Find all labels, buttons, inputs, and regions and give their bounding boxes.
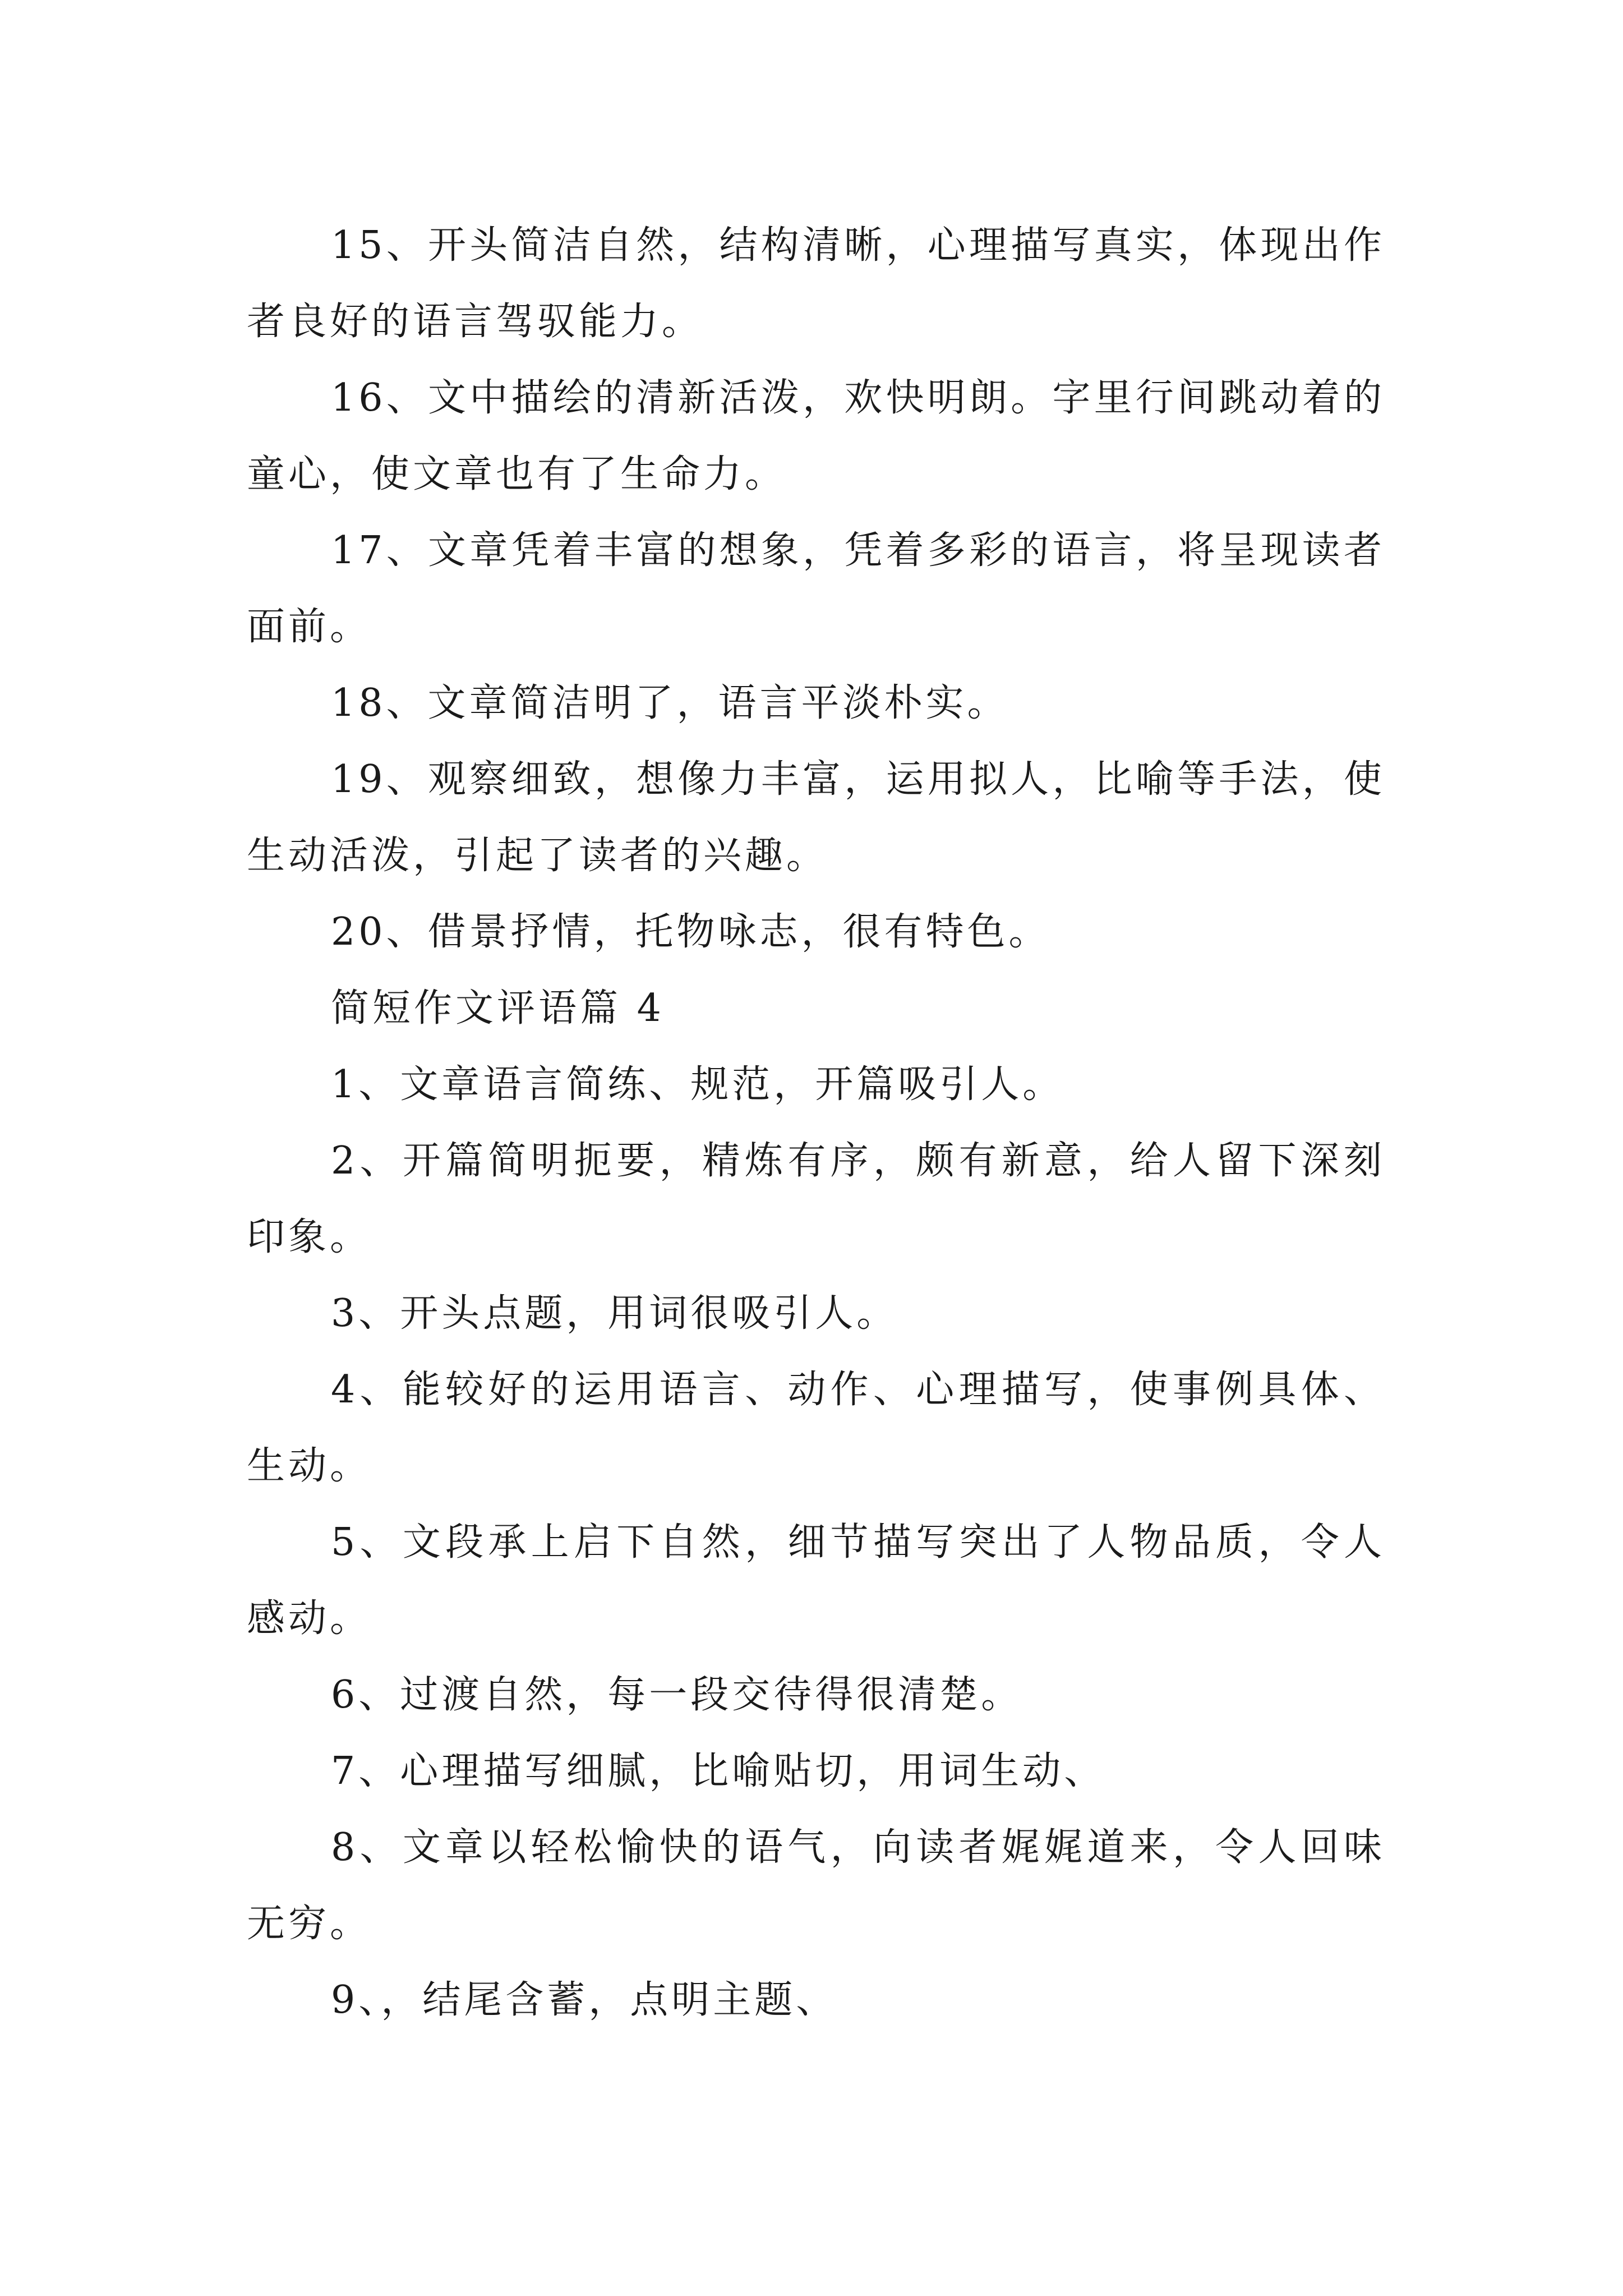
comment-4: 4、能较好的运用语言、动作、心理描写，使事例具体、生动。 <box>247 1368 1385 1488</box>
comment-8: 8、文章以轻松愉快的语气，向读者娓娓道来，令人回味无穷。 <box>247 1825 1385 1946</box>
section-heading: 简短作文评语篇 4 <box>331 986 665 1030</box>
comment-15: 15、开头简洁自然，结构清晰，心理描写真实，体现出作者良好的语言驾驭能力。 <box>247 223 1385 344</box>
comment-1: 1、文章语言简练、规范，开篇吸引人。 <box>331 1062 1064 1107</box>
comment-6: 6、过渡自然，每一段交待得很清楚。 <box>331 1673 1023 1717</box>
comment-19: 19、观察细致，想像力丰富，运用拟人，比喻等手法，使生动活泼，引起了读者的兴趣。 <box>247 757 1385 878</box>
comment-9: 9、，结尾含蓄，点明主题、 <box>331 1978 838 2022</box>
comment-5: 5、文段承上启下自然，细节描写突出了人物品质，令人感动。 <box>247 1520 1385 1641</box>
comment-17: 17、文章凭着丰富的想象，凭着多彩的语言，将呈现读者面前。 <box>247 528 1385 649</box>
comment-7: 7、心理描写细腻，比喻贴切，用词生动、 <box>331 1749 1106 1793</box>
comment-18: 18、文章简洁明了，语言平淡朴实。 <box>331 681 1009 725</box>
document-body <box>247 208 1385 2039</box>
comment-16: 16、文中描绘的清新活泼，欢快明朗。字里行间跳动着的童心，使文章也有了生命力。 <box>247 376 1385 496</box>
comment-2: 2、开篇简明扼要，精炼有序，颇有新意，给人留下深刻印象。 <box>247 1139 1385 1259</box>
comment-20: 20、借景抒情，托物咏志，很有特色。 <box>331 910 1050 954</box>
comment-3: 3、开头点题，用词很吸引人。 <box>331 1291 898 1336</box>
